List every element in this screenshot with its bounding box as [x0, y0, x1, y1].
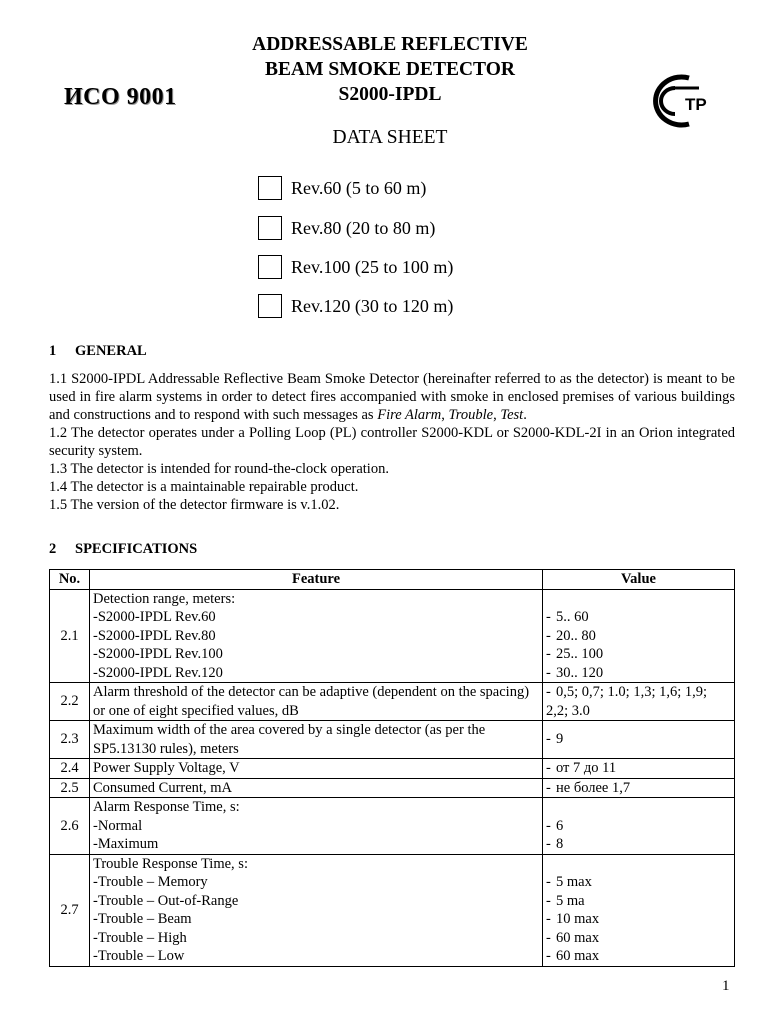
row-value: - от 7 до 11 [543, 759, 735, 779]
row-no: 2.6 [50, 798, 90, 855]
section-1-heading [49, 343, 147, 360]
paragraph-1-3: 1.3 The detector is intended for round-the-clock operation. [49, 461, 389, 477]
table-row [50, 798, 735, 855]
row-feature: Detection range, meters: -S2000-IPDL Rev.60 -S2000-IPDL Rev.80 -S2000-IPDL Rev.100 -S2000-IPDL Rev.120 [90, 589, 543, 683]
message-trouble: Trouble [448, 407, 494, 423]
checkbox-box[interactable] [258, 294, 282, 318]
row-feature: Maximum width of the area covered by a single detector (as per the SP5.13130 rules), meters [90, 721, 543, 759]
checkbox-box[interactable] [258, 255, 282, 279]
title-line-2: BEAM SMOKE DETECTOR [265, 59, 515, 80]
row-no: 2.5 [50, 778, 90, 798]
row-no: 2.3 [50, 721, 90, 759]
row-value: - 5.. 60 - 20.. 80 - 25.. 100 - 30.. 120 [543, 589, 735, 683]
logo-text: ТР [685, 95, 707, 114]
row-value: - 0,5; 0,7; 1.0; 1,3; 1,6; 1,9; 2,2; 3.0 [543, 683, 735, 721]
checkbox-rev80[interactable] [258, 213, 435, 243]
row-no: 2.1 [50, 589, 90, 683]
checkbox-rev120[interactable] [258, 291, 453, 321]
title-line-3: S2000-IPDL [338, 84, 442, 105]
section-number: 1 [49, 343, 57, 359]
table-header-row [50, 570, 735, 590]
section-2-heading [49, 541, 197, 558]
checkbox-label: Rev.100 (25 to 100 m) [291, 256, 454, 277]
paragraph-1-1: 1.1 S2000-IPDL Addressable Reflective Beam Smoke Detector (hereinafter referred to as the detector) is meant to be used in fire alarm systems in order to detect fires accompanied with smoke in enclosed premises of various buildings and constructions and to respond with such messages as Fire Alarm, Trouble, Test. [49, 371, 735, 423]
checkbox-label: Rev.60 (5 to 60 m) [291, 177, 427, 198]
table-row [50, 854, 735, 966]
table-row [50, 759, 735, 779]
row-value: - не более 1,7 [543, 778, 735, 798]
header-feature: Feature [90, 570, 543, 590]
certification-logo-icon [645, 70, 715, 130]
checkbox-rev100[interactable] [258, 252, 453, 282]
checkbox-rev60[interactable] [258, 173, 426, 203]
checkbox-label: Rev.120 (30 to 120 m) [291, 295, 454, 316]
general-section-text [49, 370, 735, 514]
iso-9001-mark: ИСО 9001 [64, 84, 177, 110]
table-row [50, 589, 735, 683]
section-title: GENERAL [75, 343, 147, 359]
row-value: - 5 max - 5 ma - 10 max - 60 max - 60 max [543, 854, 735, 966]
message-test: Test [500, 407, 524, 423]
specifications-table [49, 569, 735, 967]
row-value: - 9 [543, 721, 735, 759]
row-feature: Alarm threshold of the detector can be adaptive (dependent on the spacing) or one of eight specified values, dB [90, 683, 543, 721]
row-no: 2.2 [50, 683, 90, 721]
table-row [50, 778, 735, 798]
header-no: No. [50, 570, 90, 590]
checkbox-box[interactable] [258, 176, 282, 200]
data-sheet-title: DATA SHEET [332, 127, 448, 148]
row-feature: Alarm Response Time, s: -Normal -Maximum [90, 798, 543, 855]
row-no: 2.4 [50, 759, 90, 779]
paragraph-1-4: 1.4 The detector is a maintainable repairable product. [49, 479, 359, 495]
paragraph-1-5: 1.5 The version of the detector firmware is v.1.02. [49, 497, 340, 513]
message-fire-alarm: Fire Alarm [377, 407, 442, 423]
checkbox-box[interactable] [258, 216, 282, 240]
row-feature: Trouble Response Time, s: -Trouble – Memory -Trouble – Out-of-Range -Trouble – Beam -Trouble – High -Trouble – Low [90, 854, 543, 966]
table-row [50, 721, 735, 759]
row-value: - 6 - 8 [543, 798, 735, 855]
section-number: 2 [49, 541, 57, 557]
section-title: SPECIFICATIONS [75, 541, 198, 557]
title-line-1: ADDRESSABLE REFLECTIVE [252, 34, 528, 55]
page-number: 1 [722, 978, 730, 994]
checkbox-label: Rev.80 (20 to 80 m) [291, 217, 436, 238]
row-feature: Power Supply Voltage, V [90, 759, 543, 779]
table-row [50, 683, 735, 721]
paragraph-1-2: 1.2 The detector operates under a Polling Loop (PL) controller S2000-KDL or S2000-KDL-2I in an Orion integrated security system. [49, 425, 735, 459]
row-feature: Consumed Current, mA [90, 778, 543, 798]
header-value: Value [543, 570, 735, 590]
row-no: 2.7 [50, 854, 90, 966]
